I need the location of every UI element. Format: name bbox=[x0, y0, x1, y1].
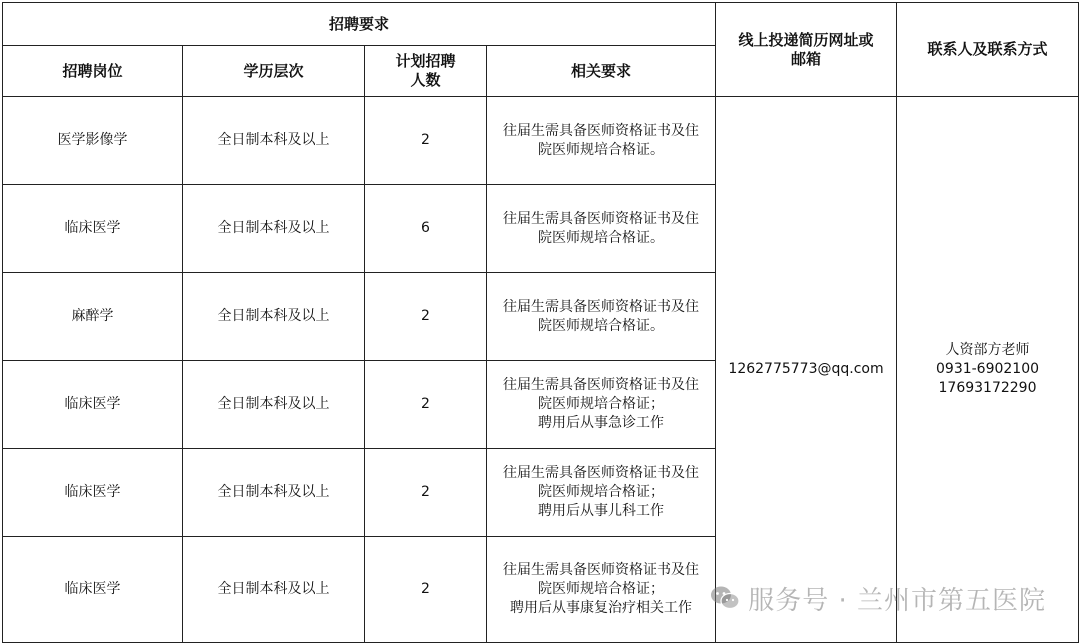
requirement-cell bbox=[487, 449, 716, 537]
header-position: 招聘岗位 bbox=[3, 46, 183, 97]
requirement-line: 院医师规培合格证。 bbox=[538, 141, 664, 158]
requirement-line: 聘用后从事儿科工作 bbox=[538, 503, 664, 519]
requirement-line: 院医师规培合格证； bbox=[538, 581, 664, 597]
requirement-line: 往届生需具备医师资格证书及住 bbox=[503, 298, 699, 315]
submit-email: 1262775773@qq.com bbox=[716, 97, 897, 643]
requirement-line: 聘用后从事急诊工作 bbox=[538, 415, 664, 431]
education-cell: 全日制本科及以上 bbox=[183, 97, 365, 185]
education-cell: 全日制本科及以上 bbox=[183, 537, 365, 643]
group-title: 招聘要求 bbox=[3, 3, 716, 46]
requirement-line: 往届生需具备医师资格证书及住 bbox=[503, 377, 699, 393]
position-cell: 临床医学 bbox=[3, 185, 183, 273]
table-row bbox=[3, 97, 1079, 185]
position-cell: 麻醉学 bbox=[3, 273, 183, 361]
requirement-line: 院医师规培合格证； bbox=[538, 396, 664, 412]
count-cell: 2 bbox=[365, 449, 487, 537]
count-cell: 2 bbox=[365, 361, 487, 449]
requirement-line: 聘用后从事康复治疗相关工作 bbox=[510, 600, 692, 616]
requirement-line: 往届生需具备医师资格证书及住 bbox=[503, 562, 699, 578]
education-cell: 全日制本科及以上 bbox=[183, 361, 365, 449]
requirement-line: 院医师规培合格证。 bbox=[538, 229, 664, 246]
requirement-line: 往届生需具备医师资格证书及住 bbox=[503, 465, 699, 481]
header-submit: 线上投递简历网址或邮箱 bbox=[716, 3, 897, 97]
position-cell: 临床医学 bbox=[3, 537, 183, 643]
recruitment-table bbox=[2, 2, 1079, 643]
contact-mobile: 17693172290 bbox=[938, 380, 1037, 396]
contact-phone: 0931-6902100 bbox=[936, 361, 1040, 377]
count-cell: 2 bbox=[365, 537, 487, 643]
requirement-cell bbox=[487, 361, 716, 449]
requirement-cell bbox=[487, 537, 716, 643]
position-cell: 医学影像学 bbox=[3, 97, 183, 185]
requirement-cell bbox=[487, 273, 716, 361]
header-contact: 联系人及联系方式 bbox=[897, 3, 1079, 97]
count-cell: 2 bbox=[365, 273, 487, 361]
requirement-line: 院医师规培合格证； bbox=[538, 484, 664, 500]
requirement-line: 院医师规培合格证。 bbox=[538, 317, 664, 334]
requirement-cell bbox=[487, 185, 716, 273]
position-cell: 临床医学 bbox=[3, 361, 183, 449]
header-count: 计划招聘人数 bbox=[365, 46, 487, 97]
requirement-line: 往届生需具备医师资格证书及住 bbox=[503, 122, 699, 139]
watermark-text: 服务号 · 兰州市第五医院 bbox=[748, 585, 1046, 616]
requirement-cell bbox=[487, 97, 716, 185]
count-cell: 2 bbox=[365, 97, 487, 185]
contact-person: 人资部方老师 bbox=[945, 342, 1030, 358]
requirement-line: 往届生需具备医师资格证书及住 bbox=[503, 210, 699, 227]
count-cell: 6 bbox=[365, 185, 487, 273]
education-cell: 全日制本科及以上 bbox=[183, 449, 365, 537]
header-row-group bbox=[3, 3, 1079, 46]
education-cell: 全日制本科及以上 bbox=[183, 273, 365, 361]
contact-cell bbox=[897, 97, 1079, 643]
education-cell: 全日制本科及以上 bbox=[183, 185, 365, 273]
header-requirement: 相关要求 bbox=[487, 46, 716, 97]
header-education: 学历层次 bbox=[183, 46, 365, 97]
position-cell: 临床医学 bbox=[3, 449, 183, 537]
